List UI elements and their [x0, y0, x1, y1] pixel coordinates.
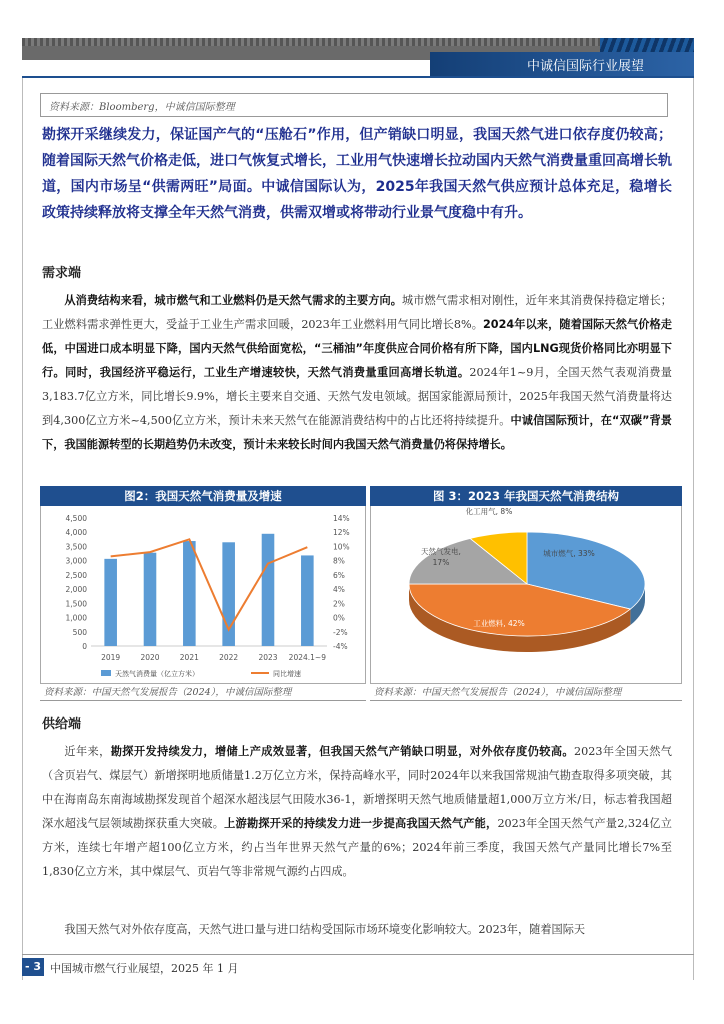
fig3-slice-label: 化工用气, 8% [465, 507, 513, 516]
fig2-left-tick-label: 3,500 [65, 542, 87, 552]
supply-section-title: 供给端 [42, 717, 82, 732]
fig2-chart [41, 506, 367, 684]
supply-paragraph-2: 我国天然气对外依存度高，天然气进口量与进口结构受国际市场环境变化影响较大。2023年，随着国际天 [64, 923, 586, 936]
fig2-right-tick-label: 10% [333, 542, 350, 552]
fig3-slice-label: 17% [432, 558, 450, 567]
fig2-right-tick-label: 8% [333, 556, 345, 566]
fig2-left-tick-label: 4,000 [65, 528, 87, 538]
fig2-right-tick-label: 4% [333, 585, 345, 595]
fig2-x-tick-label: 2020 [140, 653, 160, 662]
supply-text-1: 近年来， [64, 745, 111, 758]
fig2-legend-bar-label: 天然气消费量（亿立方米） [115, 670, 199, 678]
fig2-right-tick-label: -4% [333, 642, 348, 651]
summary-paragraph: 勘探开采继续发力，保证国产气的“压舱石”作用，但产销缺口明显，我国天然气进口依存度仍较高；随着国际天然气价格走低，进口气恢复式增长，工业用气快速增长拉动国内天然气消费量重回高增长轨道，国内市场呈“供需两旺”局面。中诚信国际认为，2025年我国天然气供应预计总体充足，稳增长政策持续释放将支撑全年天然气消费，供需双增或将带动行业景气度稳中有升。 [42, 127, 672, 221]
fig2-x-tick-label: 2023 [258, 653, 278, 662]
supply-bold-2: 上游勘探开采的持续发力进一步提高我国天然气产能， [224, 817, 498, 830]
fig2-left-tick-label: 2,500 [65, 570, 87, 580]
fig2-right-tick-label: 0% [333, 613, 345, 623]
fig2-bar [301, 555, 314, 646]
fig2-growth-line [111, 539, 308, 629]
fig2-left-tick-label: 3,000 [65, 556, 87, 566]
fig2-x-tick-label: 2019 [101, 653, 121, 662]
fig2-header: 图2：我国天然气消费量及增速 [40, 486, 366, 506]
fig3-chart [371, 506, 683, 684]
fig2-left-tick-label: 2,000 [65, 585, 87, 595]
demand-bold-2: 2024年以来，随着国际天然气价格走低，中国进口成本明显下降，国内天然气供给面宽松，“三桶油”年度供应合同价格有所下降，国内LNG现货价格同比亦明显下行。同时，我国经济平稳运行，工业生产增速较快，天然气消费量重回高增长轨道。 [42, 318, 672, 379]
demand-bold-1: 从消费结构来看，城市燃气和工业燃料仍是天然气需求的主要方向。 [64, 294, 402, 307]
fig2-source: 资料来源：中国天然气发展报告（2024），中诚信国际整理 [40, 685, 366, 701]
fig3-header: 图 3：2023 年我国天然气消费结构 [370, 486, 682, 506]
fig2-legend-line-label: 同比增速 [273, 670, 301, 678]
supply-bold-1: 勘探开发持续发力，增储上产成效显著，但我国天然气产销缺口明显，对外依存度仍较高。 [110, 745, 574, 758]
fig2-right-tick-label: 14% [333, 514, 350, 523]
fig2-left-tick-label: 1,000 [65, 613, 87, 623]
fig2-right-tick-label: 6% [333, 570, 345, 580]
demand-section-title: 需求端 [42, 266, 82, 281]
fig3-source: 资料来源：中国天然气发展报告（2024），中诚信国际整理 [370, 685, 682, 701]
fig2-chart-box [40, 506, 366, 684]
supply-text-3: 2023年全国天然气产量2,324亿立方米，连续七年增产超100亿立方米，约占当年世界天然气产量的6%；2024年前三季度，我国天然气产量同比增长7%至1,830亿立方米，其中煤层气、页岩气等非常规气源约占四成。 [42, 817, 672, 878]
fig3-slice-label: 工业燃料, 42% [473, 619, 525, 628]
demand-bold-3: 中诚信国际预计，在“双碳”背景下，我国能源转型的长期趋势仍未改变，预计未来较长时间内我国天然气消费量仍将保持增长。 [42, 414, 672, 451]
fig2-x-tick-label: 2022 [219, 653, 239, 662]
fig2-bar [183, 541, 196, 646]
fig3-slice-label: 城市燃气, 33% [543, 549, 595, 558]
fig2-x-tick-label: 2021 [179, 653, 199, 662]
demand-text-1: 城市燃气需求相对刚性，近年来其消费保持稳定增长；工业燃料需求弹性更大，受益于工业生产需求回暖，2023年工业燃料用气同比增长8%。 [42, 294, 672, 331]
fig2-left-tick-label: 0 [82, 642, 87, 651]
fig2-left-tick-label: 1,500 [65, 599, 87, 609]
fig2-bar [262, 534, 275, 646]
demand-paragraph [42, 289, 672, 457]
fig2-bar [104, 559, 117, 646]
top-source-note: 资料来源：Bloomberg，中诚信国际整理 [40, 93, 668, 117]
footer-text: 中国城市燃气行业展望，2025 年 1 月 [50, 962, 239, 975]
fig2-right-tick-label: 12% [333, 528, 350, 538]
fig3-slice-label: 天然气发电, [421, 547, 461, 556]
fig2-left-tick-label: 4,500 [65, 514, 87, 523]
fig3-chart-box [370, 506, 682, 684]
demand-text-2: 2024年1~9月，全国天然气表观消费量3,183.7亿立方米，同比增长9.9%，增长主要来自交通、天然气发电领域。据国家能源局预计，2025年我国天然气消费量将达到4,300亿立方米~4,500亿立方米，预计未来天然气在能源消费结构中的占比还将持续提升。 [42, 366, 672, 427]
header-title-block [430, 52, 694, 76]
fig2-left-tick-label: 500 [72, 627, 87, 637]
supply-paragraph [42, 740, 672, 884]
fig2-x-tick-label: 2024.1~9 [288, 653, 326, 662]
supply-text-2: 2023年全国天然气（含页岩气、煤层气）新增探明地质储量1.2万亿立方米，保持高峰水平，同时2024年以来我国常规油气勘查取得多项突破，其中在海南岛东南海域勘探发现首个超深水超浅层气田陵水36-1，新增探明天然气地质储量超1,000万立方米/日，标志着我国超深水超浅气层领域勘探获重大突破。 [42, 745, 672, 830]
fig2-legend-bar-swatch [101, 670, 111, 676]
page-number: - 3 - [22, 958, 44, 976]
fig2-right-tick-label: 2% [333, 599, 345, 609]
footer-divider [22, 954, 694, 955]
header-title: 中诚信国际行业展望 [526, 59, 644, 74]
fig2-right-tick-label: -2% [333, 627, 348, 637]
fig2-bar [144, 553, 157, 646]
